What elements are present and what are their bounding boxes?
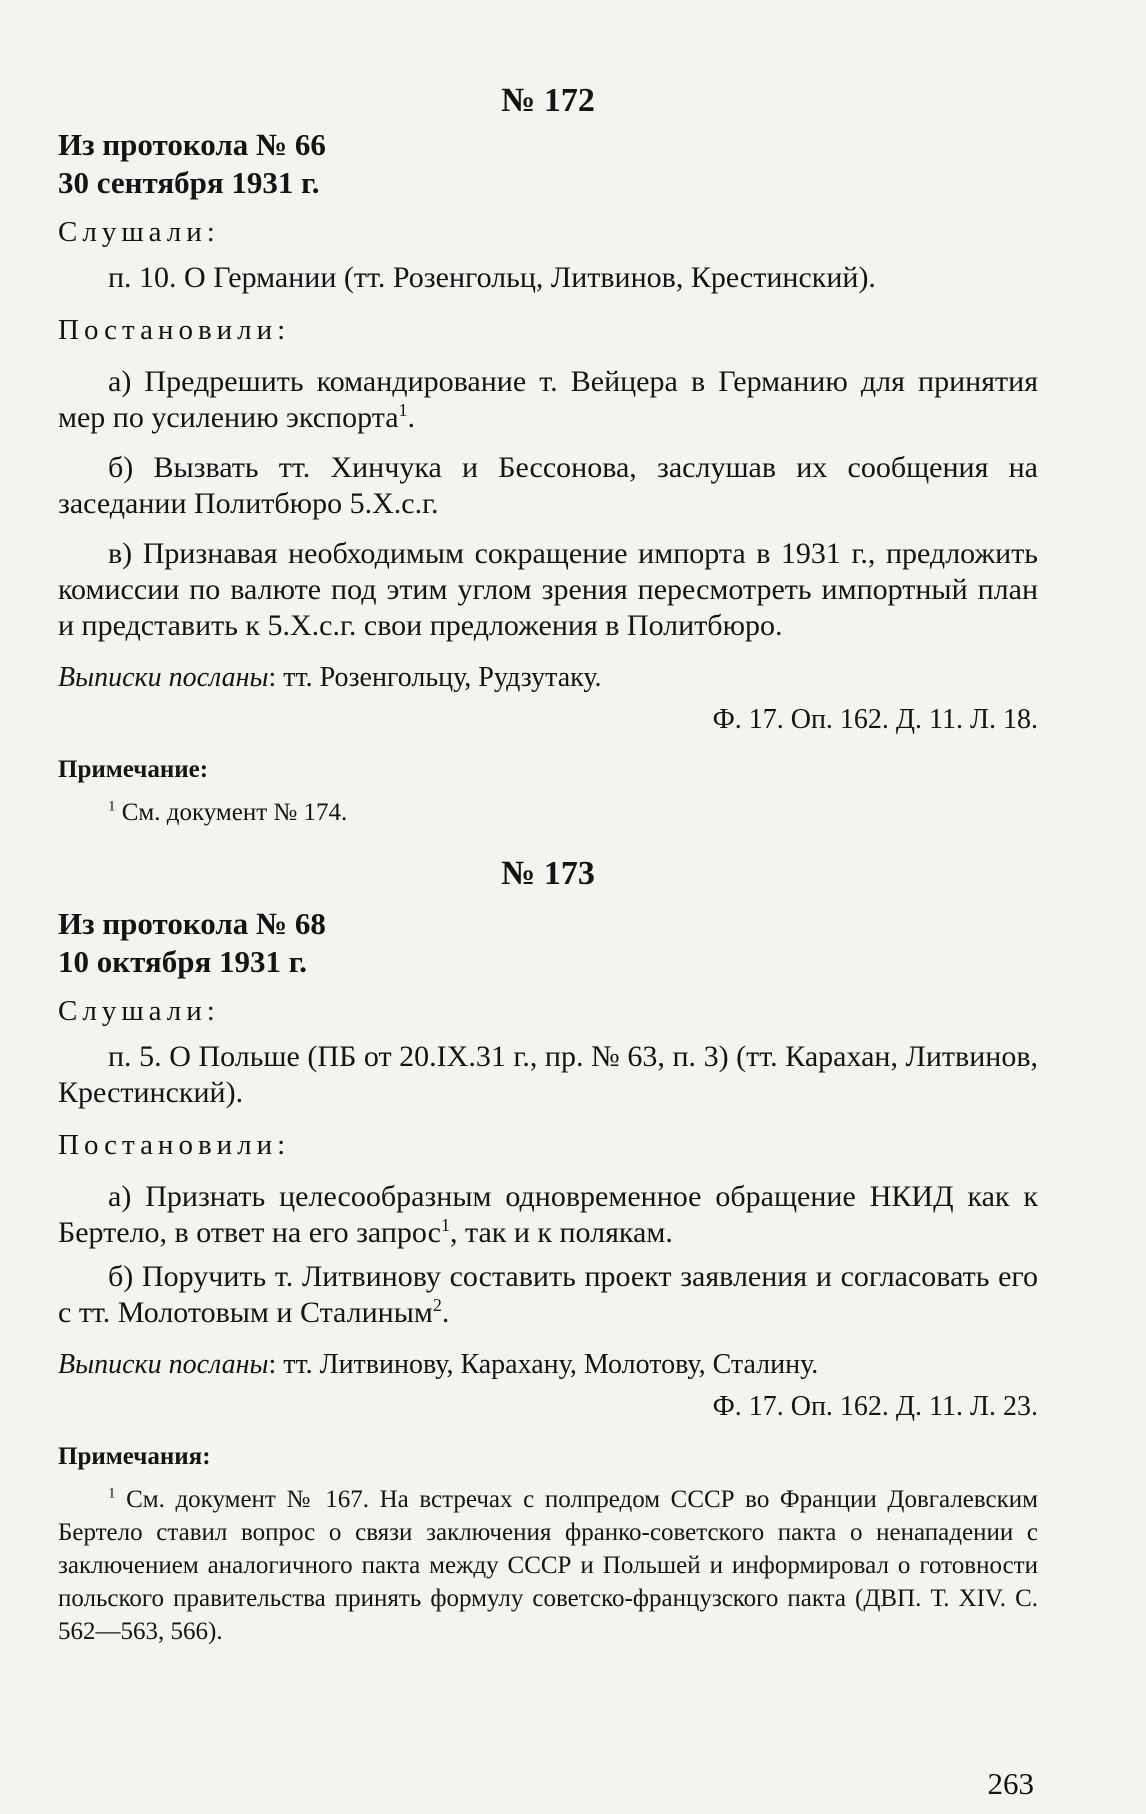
document-number: № 172 [501, 82, 595, 119]
protocol-date: 10 октября 1931 г. [58, 944, 308, 979]
resolution-item-a-text: а) Признать целесообразным одновременное обращение НКИД как к Бертело, в ответ на его запрос [58, 1180, 1038, 1249]
resolved-label: Постановили: [58, 314, 291, 346]
document-number: № 173 [501, 855, 595, 892]
protocol-title: Из протокола № 66 [58, 127, 326, 162]
note-heading: Примечание: [58, 756, 209, 783]
resolution-item-b: б) Вызвать тт. Хинчука и Бессонова, заслушав их сообщения на заседании Политбюро 5.X.с.г. [58, 451, 1038, 520]
extracts-sent [58, 1347, 1038, 1383]
archive-reference: Ф. 17. Оп. 162. Д. 11. Л. 23. [712, 1391, 1038, 1422]
protocol-title: Из протокола № 68 [58, 906, 326, 941]
notes-heading: Примечания: [58, 1443, 211, 1470]
resolution-item-a [58, 364, 1038, 436]
footnote-1 [58, 1483, 1038, 1648]
protocol-date: 30 сентября 1931 г. [58, 165, 320, 200]
footnote-ref: 1 [440, 1215, 450, 1235]
heard-text: п. 10. О Германии (тт. Розенгольц, Литвинов, Крестинский). [108, 261, 876, 294]
document-172 [58, 80, 1038, 829]
resolution-item-c: в) Признавая необходимым сокращение импорта в 1931 г., предложить комиссии по валюте под этим углом зрения пересмотреть импортный план и представить к 5.X.с.г. свои предложения в Политбюро. [58, 537, 1038, 642]
resolution-item-b-end: . [441, 1296, 450, 1329]
heard-text: п. 5. О Польше (ПБ от 20.IX.31 г., пр. № 63, п. 3) (тт. Карахан, Литвинов, Крестинский). [58, 1040, 1038, 1109]
extracts-sent [58, 660, 1038, 696]
extracts-recipients: : тт. Литвинову, Карахану, Молотову, Сталину. [268, 1349, 819, 1380]
extracts-label: Выписки посланы [58, 662, 269, 693]
heard-label: Слушали: [58, 216, 220, 248]
footnote-marker: 1 [108, 1485, 116, 1502]
resolution-item-a-end: . [407, 401, 416, 434]
footnote-text: См. документ № 167. На встречах с полпредом СССР во Франции Довгалевским Бертело ставил вопрос о связи заключения франко-советского пакта о ненападении с заключением аналогичного пакта между СССР и Польшей и информировал о готовности польского правительства принять формулу советско-французского пакта (ДВП. Т. XIV. С. 562—563, 566). [58, 1486, 1038, 1645]
footnote-ref: 1 [398, 400, 408, 420]
resolution-item-b [58, 1259, 1038, 1331]
resolution-item-a [58, 1179, 1038, 1251]
resolved-label: Постановили: [58, 1129, 291, 1161]
heard-label: Слушали: [58, 995, 220, 1027]
archive-reference: Ф. 17. Оп. 162. Д. 11. Л. 18. [712, 704, 1038, 735]
document-173 [58, 853, 1038, 1648]
page-number: 263 [987, 1766, 1034, 1801]
resolution-item-a-text: а) Предрешить командирование т. Вейцера в Германию для принятия мер по усилению экспорта [58, 365, 1038, 434]
resolution-item-b-text: б) Поручить т. Литвинову составить проект заявления и согласовать его с тт. Молотовым и Сталиным [58, 1260, 1038, 1329]
page-content [58, 80, 1038, 1648]
footnote-marker: 1 [108, 798, 116, 815]
footnote-ref: 2 [432, 1295, 442, 1315]
footnote-text: См. документ № 174. [115, 799, 348, 826]
footnote-1 [58, 796, 1038, 829]
extracts-recipients: : тт. Розенгольцу, Рудзутаку. [268, 662, 602, 693]
resolution-item-a-end: , так и к полякам. [449, 1216, 673, 1249]
extracts-label: Выписки посланы [58, 1349, 269, 1380]
